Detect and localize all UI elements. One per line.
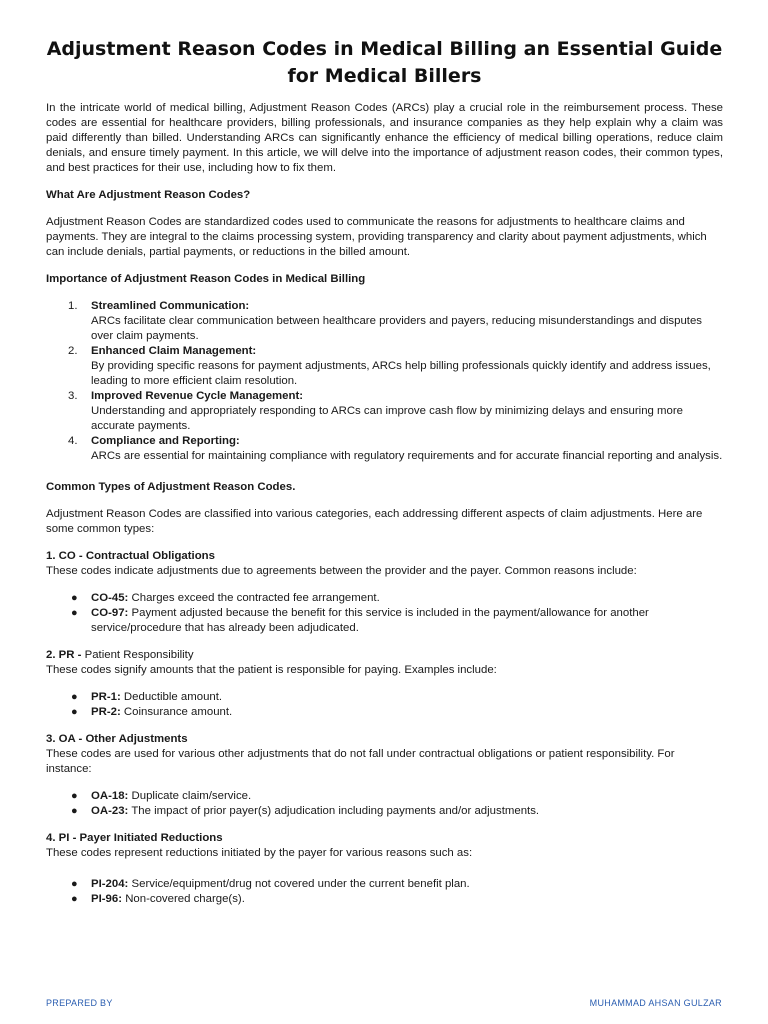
code-text: Charges exceed the contracted fee arrangement. xyxy=(131,592,380,604)
code-item xyxy=(46,892,723,907)
code-label: OA-18: xyxy=(91,790,129,802)
document-title: Adjustment Reason Codes in Medical Billing an Essential Guide for Medical Billers xyxy=(46,38,723,87)
bullet-icon: ● xyxy=(71,592,78,604)
importance-item-body: ARCs are essential for maintaining compliance with regulatory requirements and for accurate financial reporting and analysis. xyxy=(91,450,723,462)
type-heading-co xyxy=(46,549,723,564)
code-label: PR-2: xyxy=(91,706,121,718)
code-text: Payment adjusted because the benefit for this service is included in the payment/allowance for another service/procedure that has already been adjudicated. xyxy=(91,607,649,634)
importance-item-body: ARCs facilitate clear communication between healthcare providers and payers, reducing misunderstandings and disputes over claim payments. xyxy=(91,315,702,342)
section-heading-common-types: Common Types of Adjustment Reason Codes. xyxy=(46,481,296,493)
document-page xyxy=(46,36,723,907)
section-heading-what-are: What Are Adjustment Reason Codes? xyxy=(46,189,251,201)
code-label: CO-45: xyxy=(91,592,129,604)
importance-item-title: Enhanced Claim Management: xyxy=(91,345,257,357)
intro-paragraph: In the intricate world of medical billing, Adjustment Reason Codes (ARCs) play a crucial role in the reimbursement process. These codes are essential for healthcare providers, billing professionals, and insurance companies as they help explain why a claim was paid differently than billed. Understanding ARCs can significantly enhance the efficiency of medical billing operations, reduce claim denials, and ensure timely payment. In this article, we will delve into the importance of adjustment reason codes, their common types, and best practices for their use, including how to fix them. xyxy=(46,102,723,174)
bullet-icon: ● xyxy=(71,878,78,890)
code-list-pi xyxy=(46,877,723,907)
type-description-pi: These codes represent reductions initiated by the payer for various reasons such as: xyxy=(46,847,473,859)
importance-list xyxy=(46,299,723,464)
type-heading-bold: 1. CO - Contractual Obligations xyxy=(46,550,215,562)
code-list-pr xyxy=(46,690,723,720)
type-description-co: These codes indicate adjustments due to agreements between the provider and the payer. Common reasons include: xyxy=(46,565,637,577)
type-heading-pi xyxy=(46,831,723,846)
bullet-icon: ● xyxy=(71,706,78,718)
list-number: 4. xyxy=(68,435,78,447)
code-item xyxy=(46,606,723,636)
code-item xyxy=(46,705,723,720)
type-heading-pr xyxy=(46,648,723,663)
importance-item-body: By providing specific reasons for payment adjustments, ARCs help billing professionals quickly identify and address issues, leading to more efficient claim resolution. xyxy=(91,360,711,387)
type-heading-bold: 3. OA - Other Adjustments xyxy=(46,733,188,745)
section-paragraph-what-are: Adjustment Reason Codes are standardized codes used to communicate the reasons for adjustments to healthcare claims and payments. They are integral to the claims processing system, providing transparency and clarity about payment adjustments, which can include denials, partial payments, or reductions in the billed amount. xyxy=(46,216,707,258)
section-heading-importance: Importance of Adjustment Reason Codes in Medical Billing xyxy=(46,273,366,285)
code-label: PR-1: xyxy=(91,691,121,703)
importance-item xyxy=(46,389,723,434)
importance-item-title: Compliance and Reporting: xyxy=(91,435,240,447)
code-list-oa xyxy=(46,789,723,819)
code-label: PI-204: xyxy=(91,878,129,890)
importance-item xyxy=(46,344,723,389)
code-item xyxy=(46,591,723,606)
code-item xyxy=(46,804,723,819)
code-text: The impact of prior payer(s) adjudication including payments and/or adjustments. xyxy=(131,805,540,817)
type-heading-bold: 2. PR - xyxy=(46,649,85,661)
code-text: Service/equipment/drug not covered under the current benefit plan. xyxy=(131,878,470,890)
bullet-icon: ● xyxy=(71,691,78,703)
bullet-icon: ● xyxy=(71,805,78,817)
section-paragraph-common-types: Adjustment Reason Codes are classified into various categories, each addressing different aspects of claim adjustments. Here are some common types: xyxy=(46,508,703,535)
code-text: Non-covered charge(s). xyxy=(125,893,245,905)
importance-item xyxy=(46,434,723,464)
code-label: CO-97: xyxy=(91,607,129,619)
list-number: 2. xyxy=(68,345,78,357)
code-item xyxy=(46,789,723,804)
code-label: PI-96: xyxy=(91,893,123,905)
type-description-oa: These codes are used for various other adjustments that do not fall under contractual obligations or patient responsibility. For instance: xyxy=(46,748,675,775)
importance-item xyxy=(46,299,723,344)
list-number: 3. xyxy=(68,390,78,402)
bullet-icon: ● xyxy=(71,790,78,802)
footer-prepared-by: PREPARED BY xyxy=(46,998,113,1008)
code-item xyxy=(46,690,723,705)
list-number: 1. xyxy=(68,300,78,312)
code-list-co xyxy=(46,591,723,636)
bullet-icon: ● xyxy=(71,893,78,905)
footer-author: MUHAMMAD AHSAN GULZAR xyxy=(589,998,722,1008)
code-text: Coinsurance amount. xyxy=(123,706,233,718)
type-heading-rest: Patient Responsibility xyxy=(84,649,194,661)
importance-item-title: Improved Revenue Cycle Management: xyxy=(91,390,304,402)
importance-item-title: Streamlined Communication: xyxy=(91,300,250,312)
type-heading-oa xyxy=(46,732,723,747)
code-text: Duplicate claim/service. xyxy=(131,790,252,802)
importance-item-body: Understanding and appropriately responding to ARCs can improve cash flow by minimizing delays and ensuring more accurate payments. xyxy=(91,405,683,432)
bullet-icon: ● xyxy=(71,607,78,619)
code-item xyxy=(46,877,723,892)
type-description-pr: These codes signify amounts that the patient is responsible for paying. Examples include: xyxy=(46,664,497,676)
type-heading-bold: 4. PI - Payer Initiated Reductions xyxy=(46,832,223,844)
code-label: OA-23: xyxy=(91,805,129,817)
code-text: Deductible amount. xyxy=(123,691,223,703)
